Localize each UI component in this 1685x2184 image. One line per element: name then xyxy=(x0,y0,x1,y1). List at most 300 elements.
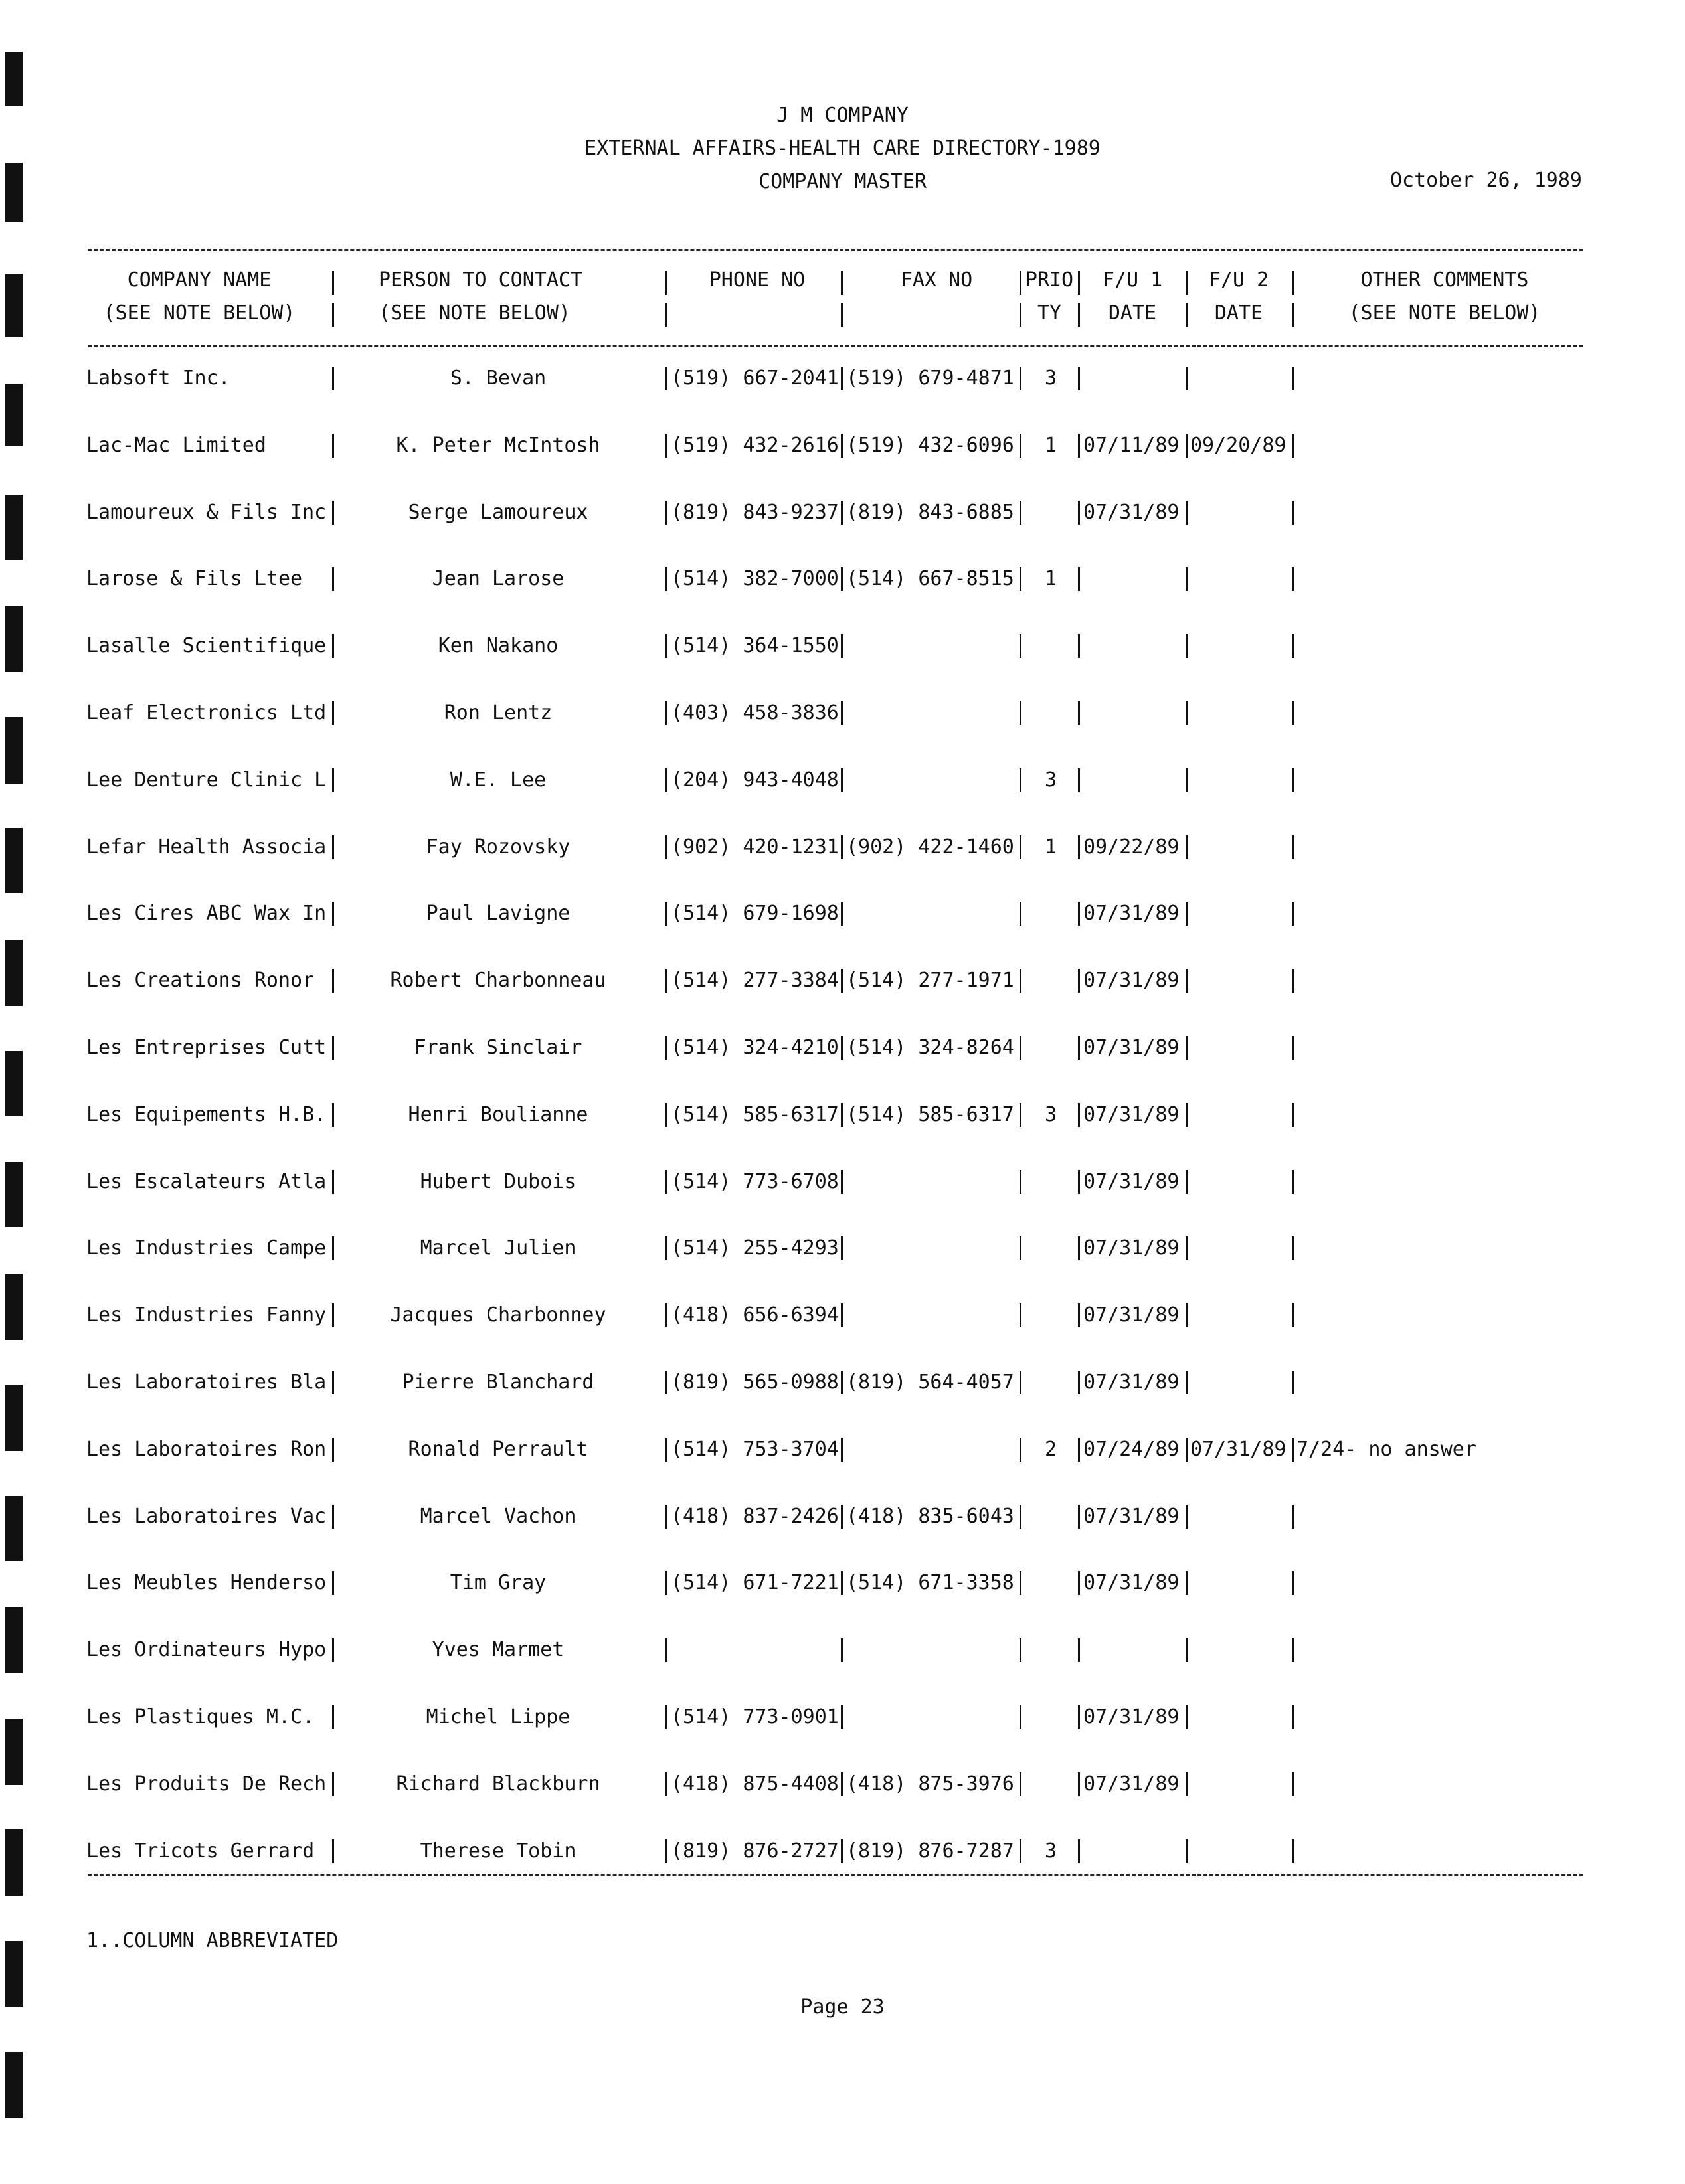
column-divider xyxy=(841,969,843,993)
column-divider xyxy=(841,1505,843,1529)
table-row xyxy=(0,1831,1685,1871)
table-row xyxy=(0,1497,1685,1537)
person-cell: Robert Charbonneau xyxy=(390,969,606,992)
company-cell: Lee Denture Clinic L xyxy=(86,768,327,792)
person-cell: Fay Rozovsky xyxy=(426,835,571,859)
column-divider xyxy=(1078,1303,1080,1327)
table-row xyxy=(0,626,1685,666)
phone-cell: (514) 255-4293 xyxy=(671,1236,839,1260)
fu1-cell: 07/31/89 xyxy=(1083,1303,1180,1327)
company-cell: Lac-Mac Limited xyxy=(86,434,266,457)
column-divider xyxy=(1292,1438,1294,1462)
fax-cell: (514) 671-3358 xyxy=(846,1571,1014,1594)
column-divider xyxy=(1186,1705,1188,1729)
header-divider xyxy=(1292,271,1294,295)
fu1-cell: 07/31/89 xyxy=(1083,1371,1180,1394)
phone-cell: (514) 773-6708 xyxy=(671,1170,839,1193)
table-row xyxy=(0,1764,1685,1804)
column-divider xyxy=(1292,1170,1294,1194)
column-divider xyxy=(1020,1438,1021,1462)
column-divider xyxy=(841,1103,843,1127)
column-divider xyxy=(665,902,667,926)
person-cell: Michel Lippe xyxy=(426,1705,571,1728)
phone-cell: (418) 656-6394 xyxy=(671,1303,839,1327)
column-divider xyxy=(665,367,667,390)
column-divider xyxy=(665,1103,667,1127)
header-divider xyxy=(332,271,334,295)
column-divider xyxy=(665,768,667,792)
company-cell: Les Creations Ronor xyxy=(86,969,315,992)
column-divider xyxy=(1186,634,1188,658)
company-cell: Lefar Health Associa xyxy=(86,835,327,859)
column-divider xyxy=(841,634,843,658)
phone-cell: (519) 667-2041 xyxy=(671,367,839,390)
column-divider xyxy=(332,835,334,859)
phone-cell: (514) 585-6317 xyxy=(671,1103,839,1126)
phone-cell: (204) 943-4048 xyxy=(671,768,839,792)
column-divider xyxy=(332,1303,334,1327)
column-divider xyxy=(1078,1839,1080,1863)
fu2-cell: 09/20/89 xyxy=(1190,434,1286,457)
column-divider xyxy=(841,902,843,926)
column-divider xyxy=(332,434,334,458)
column-divider xyxy=(841,1571,843,1595)
binder-mark xyxy=(5,2052,23,2118)
fu1-cell: 07/11/89 xyxy=(1083,434,1180,457)
column-divider xyxy=(1186,701,1188,725)
column-divider xyxy=(1078,367,1080,390)
column-divider xyxy=(332,768,334,792)
column-divider xyxy=(1020,367,1021,390)
column-divider xyxy=(1186,1170,1188,1194)
column-divider xyxy=(332,567,334,591)
phone-cell: (403) 458-3836 xyxy=(671,701,839,724)
column-divider xyxy=(1186,1438,1188,1462)
column-divider xyxy=(1292,1638,1294,1662)
company-cell: Les Plastiques M.C. xyxy=(86,1705,315,1728)
fu1-cell: 09/22/89 xyxy=(1083,835,1180,859)
table-row xyxy=(0,894,1685,934)
column-divider xyxy=(332,1571,334,1595)
column-divider xyxy=(1292,567,1294,591)
column-divider xyxy=(665,1839,667,1863)
company-cell: Les Meubles Henderso xyxy=(86,1571,327,1594)
fu2-cell: 07/31/89 xyxy=(1190,1438,1286,1461)
column-divider xyxy=(665,434,667,458)
fax-cell: (519) 432-6096 xyxy=(846,434,1014,457)
column-divider xyxy=(665,835,667,859)
column-divider xyxy=(1020,501,1021,525)
fu1-cell: 07/31/89 xyxy=(1083,902,1180,925)
phone-cell: (514) 773-0901 xyxy=(671,1705,839,1728)
person-cell: Ron Lentz xyxy=(444,701,553,724)
header-divider xyxy=(1020,303,1021,327)
column-divider xyxy=(1186,1772,1188,1796)
company-cell: Leaf Electronics Ltd xyxy=(86,701,327,724)
column-divider xyxy=(1020,1371,1021,1394)
priority-cell: 3 xyxy=(1044,367,1057,390)
column-divider xyxy=(1292,701,1294,725)
header-divider xyxy=(665,271,667,295)
phone-cell: (519) 432-2616 xyxy=(671,434,839,457)
table-row xyxy=(0,693,1685,733)
header-divider xyxy=(332,303,334,327)
column-divider xyxy=(332,634,334,658)
person-cell: Yves Marmet xyxy=(432,1638,565,1661)
col-other-comments: OTHER COMMENTS (SEE NOTE BELOW) xyxy=(1348,268,1541,325)
priority-cell: 1 xyxy=(1044,835,1057,859)
fu1-cell: 07/31/89 xyxy=(1083,1772,1180,1796)
company-cell: Les Ordinateurs Hypo xyxy=(86,1638,327,1661)
column-divider xyxy=(1292,1103,1294,1127)
column-divider xyxy=(1078,701,1080,725)
person-cell: Jean Larose xyxy=(432,567,565,590)
phone-cell: (514) 324-4210 xyxy=(671,1036,839,1059)
column-divider xyxy=(1020,1036,1021,1060)
fu1-cell: 07/31/89 xyxy=(1083,1571,1180,1594)
phone-cell: (514) 679-1698 xyxy=(671,902,839,925)
column-divider xyxy=(1292,501,1294,525)
column-divider xyxy=(665,1571,667,1595)
column-divider xyxy=(1020,1236,1021,1260)
column-divider xyxy=(665,1638,667,1662)
column-divider xyxy=(841,768,843,792)
table-row xyxy=(0,1162,1685,1202)
person-cell: Hubert Dubois xyxy=(420,1170,576,1193)
person-cell: Marcel Vachon xyxy=(420,1505,576,1528)
fax-cell: (819) 876-7287 xyxy=(846,1839,1014,1863)
column-divider xyxy=(1078,768,1080,792)
column-divider xyxy=(841,367,843,390)
column-divider xyxy=(1292,1772,1294,1796)
column-divider xyxy=(1078,1036,1080,1060)
column-divider xyxy=(841,1170,843,1194)
directory-title: EXTERNAL AFFAIRS-HEALTH CARE DIRECTORY-1989 xyxy=(584,137,1101,160)
column-divider xyxy=(1078,1236,1080,1260)
col-phone: PHONE NO xyxy=(709,268,806,292)
column-divider xyxy=(665,701,667,725)
column-divider xyxy=(1292,1705,1294,1729)
column-divider xyxy=(1292,367,1294,390)
column-divider xyxy=(1020,634,1021,658)
fax-cell: (514) 585-6317 xyxy=(846,1103,1014,1126)
table-row xyxy=(0,961,1685,1001)
fu1-cell: 07/31/89 xyxy=(1083,1236,1180,1260)
column-divider xyxy=(1020,835,1021,859)
phone-cell: (819) 565-0988 xyxy=(671,1371,839,1394)
column-divider xyxy=(665,501,667,525)
person-cell: Serge Lamoureux xyxy=(408,501,588,524)
person-cell: Pierre Blanchard xyxy=(402,1371,594,1394)
fu1-cell: 07/31/89 xyxy=(1083,1103,1180,1126)
column-divider xyxy=(1292,1303,1294,1327)
column-divider xyxy=(1078,1705,1080,1729)
column-divider xyxy=(332,1036,334,1060)
report-title: COMPANY MASTER xyxy=(758,170,927,193)
company-cell: Les Industries Fanny xyxy=(86,1303,327,1327)
column-divider xyxy=(665,567,667,591)
priority-cell: 3 xyxy=(1044,1839,1057,1863)
column-divider xyxy=(665,1505,667,1529)
comment-cell: 7/24- no answer xyxy=(1296,1438,1476,1461)
header-divider xyxy=(1078,271,1080,295)
fax-cell: (819) 564-4057 xyxy=(846,1371,1014,1394)
company-cell: Les Industries Campe xyxy=(86,1236,327,1260)
column-divider xyxy=(1186,1505,1188,1529)
column-divider xyxy=(1078,1571,1080,1595)
header-divider xyxy=(841,271,843,295)
header-divider xyxy=(1186,303,1188,327)
company-cell: Les Laboratoires Vac xyxy=(86,1505,327,1528)
column-divider xyxy=(332,902,334,926)
fax-cell: (902) 422-1460 xyxy=(846,835,1014,859)
column-divider xyxy=(1186,1371,1188,1394)
person-cell: Jacques Charbonney xyxy=(390,1303,606,1327)
phone-cell: (418) 837-2426 xyxy=(671,1505,839,1528)
person-cell: Therese Tobin xyxy=(420,1839,576,1863)
col-priority: PRIO TY xyxy=(1025,268,1074,325)
column-divider xyxy=(1078,835,1080,859)
column-divider xyxy=(332,1438,334,1462)
column-divider xyxy=(1186,1839,1188,1863)
company-cell: Les Produits De Rech xyxy=(86,1772,327,1796)
column-divider xyxy=(332,1236,334,1260)
column-divider xyxy=(1020,1705,1021,1729)
column-divider xyxy=(841,1303,843,1327)
column-divider xyxy=(1020,1772,1021,1796)
report-date: October 26, 1989 xyxy=(1390,169,1582,192)
column-divider xyxy=(1292,1036,1294,1060)
column-divider xyxy=(841,1705,843,1729)
column-divider xyxy=(1078,501,1080,525)
header-bottom-rule xyxy=(88,345,1583,347)
person-cell: Paul Lavigne xyxy=(426,902,571,925)
header-divider xyxy=(1078,303,1080,327)
column-divider xyxy=(665,1772,667,1796)
phone-cell: (514) 277-3384 xyxy=(671,969,839,992)
column-divider xyxy=(1186,768,1188,792)
column-divider xyxy=(1186,434,1188,458)
column-divider xyxy=(332,1772,334,1796)
phone-cell: (514) 671-7221 xyxy=(671,1571,839,1594)
column-divider xyxy=(1292,902,1294,926)
column-divider xyxy=(1020,434,1021,458)
fax-cell: (418) 875-3976 xyxy=(846,1772,1014,1796)
column-divider xyxy=(841,1772,843,1796)
table-row xyxy=(0,493,1685,533)
column-divider xyxy=(1020,1571,1021,1595)
column-divider xyxy=(1020,1303,1021,1327)
priority-cell: 2 xyxy=(1044,1438,1057,1461)
column-divider xyxy=(1078,1371,1080,1394)
table-row xyxy=(0,1430,1685,1470)
column-divider xyxy=(1078,1772,1080,1796)
phone-cell: (514) 382-7000 xyxy=(671,567,839,590)
priority-cell: 3 xyxy=(1044,768,1057,792)
column-divider xyxy=(841,1638,843,1662)
company-cell: Lamoureux & Fils Inc xyxy=(86,501,327,524)
column-divider xyxy=(665,634,667,658)
col-fu2: F/U 2 DATE xyxy=(1208,268,1269,325)
col-company-name: COMPANY NAME (SEE NOTE BELOW) xyxy=(103,268,296,325)
column-divider xyxy=(1292,1839,1294,1863)
fu1-cell: 07/31/89 xyxy=(1083,1705,1180,1728)
column-divider xyxy=(332,367,334,390)
column-divider xyxy=(1292,634,1294,658)
column-divider xyxy=(665,1236,667,1260)
column-divider xyxy=(1020,701,1021,725)
column-divider xyxy=(841,1438,843,1462)
header-divider xyxy=(665,303,667,327)
fu1-cell: 07/31/89 xyxy=(1083,1170,1180,1193)
table-row xyxy=(0,1630,1685,1670)
fax-cell: (514) 667-8515 xyxy=(846,567,1014,590)
table-row xyxy=(0,827,1685,867)
company-cell: Larose & Fils Ltee xyxy=(86,567,303,590)
person-cell: W.E. Lee xyxy=(450,768,547,792)
column-divider xyxy=(1078,1438,1080,1462)
table-row xyxy=(0,1296,1685,1335)
column-divider xyxy=(665,1438,667,1462)
column-divider xyxy=(1020,567,1021,591)
fu1-cell: 07/31/89 xyxy=(1083,1505,1180,1528)
header-divider xyxy=(1292,303,1294,327)
person-cell: Tim Gray xyxy=(450,1571,547,1594)
table-row xyxy=(0,426,1685,465)
col-fax: FAX NO xyxy=(900,268,973,292)
col-fu1: F/U 1 DATE xyxy=(1102,268,1163,325)
column-divider xyxy=(841,1236,843,1260)
column-divider xyxy=(1186,1571,1188,1595)
table-row xyxy=(0,1228,1685,1268)
column-divider xyxy=(1020,969,1021,993)
column-divider xyxy=(841,1839,843,1863)
column-divider xyxy=(665,1705,667,1729)
person-cell: Marcel Julien xyxy=(420,1236,576,1260)
table-row xyxy=(0,1095,1685,1135)
person-cell: Ronald Perrault xyxy=(408,1438,588,1461)
column-divider xyxy=(1020,1170,1021,1194)
company-cell: Les Escalateurs Atla xyxy=(86,1170,327,1193)
column-divider xyxy=(1292,1505,1294,1529)
table-row xyxy=(0,1697,1685,1737)
fax-cell: (519) 679-4871 xyxy=(846,367,1014,390)
column-divider xyxy=(1292,969,1294,993)
phone-cell: (819) 876-2727 xyxy=(671,1839,839,1863)
fu1-cell: 07/24/89 xyxy=(1083,1438,1180,1461)
column-divider xyxy=(1078,1103,1080,1127)
column-divider xyxy=(1078,1638,1080,1662)
company-cell: Lasalle Scientifique xyxy=(86,634,327,657)
column-divider xyxy=(332,701,334,725)
column-divider xyxy=(841,434,843,458)
company-cell: Les Entreprises Cutt xyxy=(86,1036,327,1059)
column-divider xyxy=(841,1371,843,1394)
column-divider xyxy=(1186,969,1188,993)
column-divider xyxy=(1078,1170,1080,1194)
fax-cell: (418) 835-6043 xyxy=(846,1505,1014,1528)
priority-cell: 1 xyxy=(1044,434,1057,457)
company-cell: Les Tricots Gerrard xyxy=(86,1839,315,1863)
table-row xyxy=(0,760,1685,800)
column-divider xyxy=(1020,1103,1021,1127)
column-divider xyxy=(332,1705,334,1729)
column-divider xyxy=(1078,902,1080,926)
binder-mark xyxy=(5,52,23,106)
person-cell: K. Peter McIntosh xyxy=(396,434,600,457)
person-cell: Henri Boulianne xyxy=(408,1103,588,1126)
person-cell: S. Bevan xyxy=(450,367,547,390)
column-divider xyxy=(332,969,334,993)
column-divider xyxy=(1020,768,1021,792)
column-divider xyxy=(1078,969,1080,993)
column-divider xyxy=(1292,1371,1294,1394)
company-cell: Les Cires ABC Wax In xyxy=(86,902,327,925)
person-cell: Frank Sinclair xyxy=(414,1036,582,1059)
column-divider xyxy=(1186,1036,1188,1060)
fu1-cell: 07/31/89 xyxy=(1083,501,1180,524)
company-cell: Les Equipements H.B. xyxy=(86,1103,327,1126)
table-row xyxy=(0,1363,1685,1402)
column-divider xyxy=(841,567,843,591)
header-divider xyxy=(1020,271,1021,295)
column-divider xyxy=(1078,634,1080,658)
column-divider xyxy=(1292,1236,1294,1260)
column-divider xyxy=(665,1036,667,1060)
company-title: J M COMPANY xyxy=(776,104,909,127)
column-divider xyxy=(1186,501,1188,525)
column-divider xyxy=(841,1036,843,1060)
column-divider xyxy=(665,1371,667,1394)
table-bottom-rule xyxy=(88,1874,1583,1876)
fu1-cell: 07/31/89 xyxy=(1083,1036,1180,1059)
priority-cell: 1 xyxy=(1044,567,1057,590)
table-row xyxy=(0,559,1685,599)
phone-cell: (819) 843-9237 xyxy=(671,501,839,524)
column-divider xyxy=(1292,1571,1294,1595)
column-divider xyxy=(332,501,334,525)
header-divider xyxy=(1186,271,1188,295)
column-divider xyxy=(1078,567,1080,591)
column-divider xyxy=(1186,1638,1188,1662)
table-row xyxy=(0,1028,1685,1068)
fax-cell: (514) 324-8264 xyxy=(846,1036,1014,1059)
column-divider xyxy=(1078,1505,1080,1529)
column-divider xyxy=(1020,1839,1021,1863)
column-divider xyxy=(332,1839,334,1863)
company-cell: Les Laboratoires Ron xyxy=(86,1438,327,1461)
phone-cell: (514) 753-3704 xyxy=(671,1438,839,1461)
column-divider xyxy=(1186,1103,1188,1127)
column-divider xyxy=(332,1103,334,1127)
column-divider xyxy=(1078,434,1080,458)
table-row xyxy=(0,359,1685,398)
column-divider xyxy=(1186,567,1188,591)
column-divider xyxy=(665,1170,667,1194)
footnote: 1..COLUMN ABBREVIATED xyxy=(86,1929,339,1952)
column-divider xyxy=(1020,902,1021,926)
column-divider xyxy=(841,501,843,525)
column-divider xyxy=(332,1170,334,1194)
column-divider xyxy=(1292,768,1294,792)
table-row xyxy=(0,1563,1685,1603)
company-cell: Les Laboratoires Bla xyxy=(86,1371,327,1394)
column-divider xyxy=(665,1303,667,1327)
fu1-cell: 07/31/89 xyxy=(1083,969,1180,992)
column-divider xyxy=(1020,1505,1021,1529)
priority-cell: 3 xyxy=(1044,1103,1057,1126)
column-divider xyxy=(665,969,667,993)
